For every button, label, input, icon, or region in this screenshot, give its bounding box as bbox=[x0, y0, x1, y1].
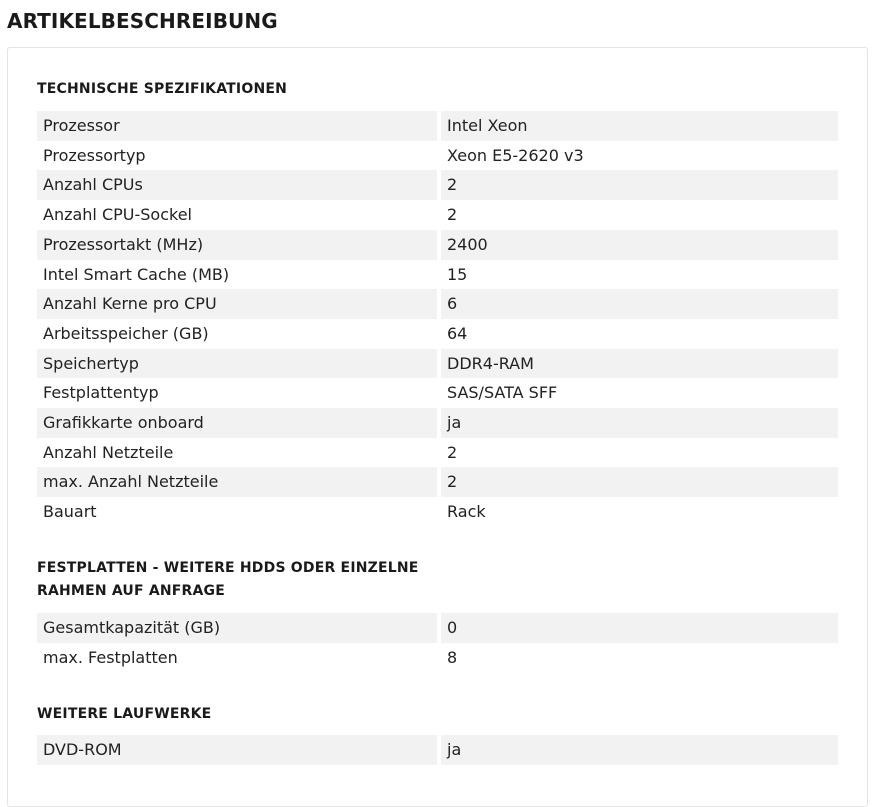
spec-table-drives bbox=[33, 735, 842, 765]
spec-value: Intel Xeon bbox=[441, 111, 838, 141]
spec-value: 64 bbox=[447, 323, 468, 343]
spec-label: Anzahl Netzteile bbox=[43, 442, 174, 462]
table-row bbox=[37, 170, 838, 200]
table-row bbox=[37, 408, 838, 438]
section-heading-drives: WEITERE LAUFWERKE bbox=[37, 706, 212, 722]
spec-label: Prozessortyp bbox=[43, 145, 146, 165]
spec-value: ja bbox=[441, 735, 838, 765]
spec-label: Anzahl CPUs bbox=[37, 170, 437, 200]
spec-value: 15 bbox=[447, 264, 468, 284]
table-row bbox=[37, 111, 838, 141]
spec-label: Anzahl Kerne pro CPU bbox=[37, 289, 437, 319]
table-row bbox=[37, 349, 838, 379]
spec-value: ja bbox=[441, 408, 838, 438]
spec-label: max. Anzahl Netzteile bbox=[37, 467, 437, 497]
spec-value: 2400 bbox=[441, 230, 838, 260]
table-row bbox=[37, 200, 838, 230]
spec-value: Xeon E5-2620 v3 bbox=[447, 145, 584, 165]
spec-table-hard-drives bbox=[33, 613, 842, 672]
page-title: ARTIKELBESCHREIBUNG bbox=[7, 9, 278, 33]
table-row bbox=[37, 141, 838, 171]
table-row bbox=[37, 467, 838, 497]
spec-value: Rack bbox=[447, 502, 486, 522]
spec-label: Anzahl CPU-Sockel bbox=[43, 205, 192, 225]
spec-label: Speichertyp bbox=[37, 349, 437, 379]
spec-value: 2 bbox=[447, 205, 458, 225]
table-row bbox=[37, 289, 838, 319]
spec-table-technical bbox=[33, 111, 842, 527]
spec-value: 2 bbox=[447, 442, 458, 462]
table-row bbox=[37, 735, 838, 765]
spec-label: Intel Smart Cache (MB) bbox=[43, 264, 230, 284]
spec-value: SAS/SATA SFF bbox=[447, 383, 558, 403]
spec-label: max. Festplatten bbox=[43, 647, 178, 667]
spec-value: 6 bbox=[441, 289, 838, 319]
section-heading-hard-drives: FESTPLATTEN - WEITERE HDDS ODER EINZELNE RAHMEN AUF ANFRAGE bbox=[37, 560, 419, 599]
table-row bbox=[37, 438, 838, 468]
table-row bbox=[37, 230, 838, 260]
section-heading-technical-specs: TECHNISCHE SPEZIFIKATIONEN bbox=[37, 81, 288, 97]
spec-label: Prozessortakt (MHz) bbox=[37, 230, 437, 260]
spec-value: 2 bbox=[441, 467, 838, 497]
spec-value: 8 bbox=[447, 647, 458, 667]
spec-label: Festplattentyp bbox=[43, 383, 159, 403]
spec-label: Bauart bbox=[43, 502, 97, 522]
spec-label: Prozessor bbox=[37, 111, 437, 141]
table-row bbox=[37, 643, 838, 673]
table-row bbox=[37, 613, 838, 643]
spec-label: Gesamtkapazität (GB) bbox=[37, 613, 437, 643]
spec-label: Grafikkarte onboard bbox=[37, 408, 437, 438]
spec-value: 2 bbox=[441, 170, 838, 200]
table-row bbox=[37, 497, 838, 527]
spec-value: 0 bbox=[441, 613, 838, 643]
spec-value: DDR4-RAM bbox=[441, 349, 838, 379]
spec-label: DVD-ROM bbox=[37, 735, 437, 765]
table-row bbox=[37, 378, 838, 408]
spec-label: Arbeitsspeicher (GB) bbox=[43, 323, 209, 343]
table-row bbox=[37, 260, 838, 290]
table-row bbox=[37, 319, 838, 349]
